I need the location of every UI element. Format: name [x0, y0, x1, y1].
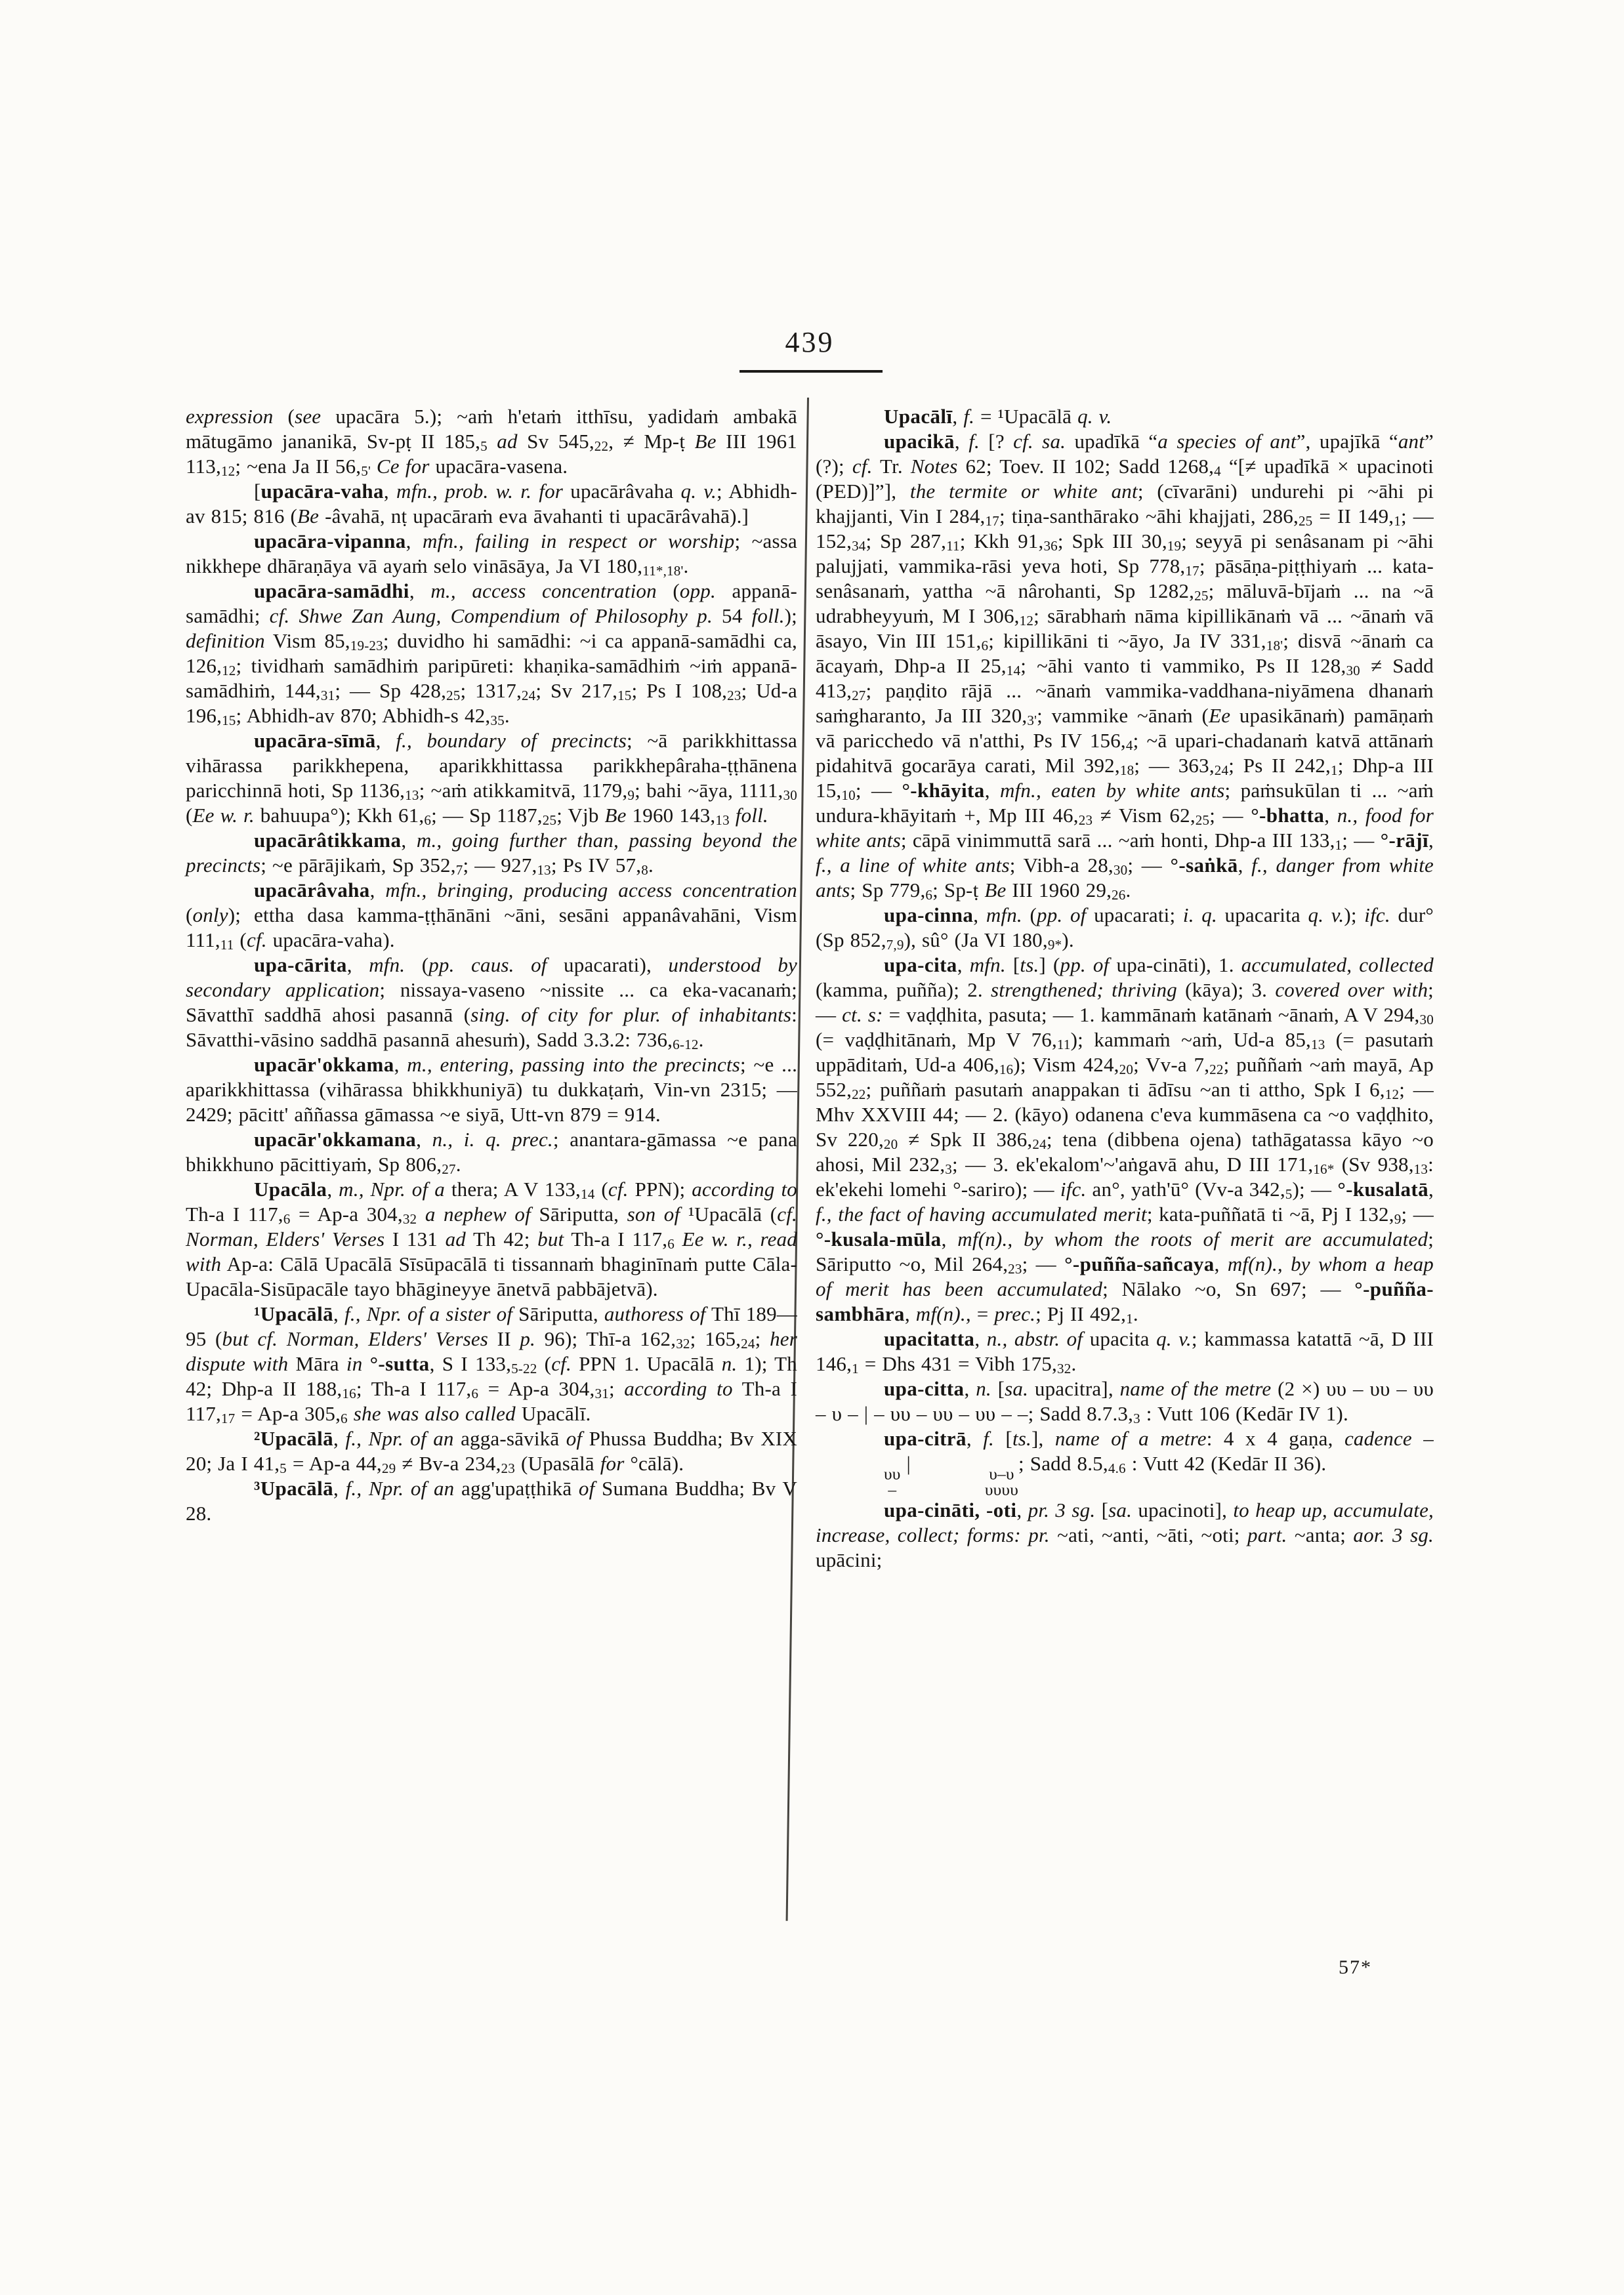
- entry-paragraph: ²Upacālā, f., Npr. of an agga-sāvikā of Phussa Buddha; Bv XIX 20; Ja I 41,5 = Ap-a 44,29 ≠ Bv-a 234,23 (Upasālā for °cālā).: [186, 1427, 797, 1476]
- entry-paragraph: upacār'okkamana, n., i. q. prec.; anantara-gāmassa ~e pana bhikkhuno pācittiyaṁ, Sp 806,27.: [186, 1128, 797, 1177]
- entry-paragraph: [upacāra-vaha, mfn., prob. w. r. for upacārâvaha q. v.; Abhidh-av 815; 816 (Be -âvahā, nṭ upacāraṁ eva āvahanti ti upacārâvahā).]: [186, 480, 797, 527]
- entry-paragraph: upacikā, f. [? cf. sa. upadīkā “a species of ant”, upajīkā “ant” (?); cf. Tr. Notes 62; Toev. II 102; Sadd 1268,4 “[≠ upadīkā × upacinoti (PED)]”], the termite or white ant; (cīvarāni) undurehi pi ~āhi pi khajjanti, Vin I 284,17; tiṇa-santhārako ~āhi khajjati, 286,25 = II 149,1; — 152,34; Sp 287,11; Kkh 91,36; Spk III 30,19; seyyā pi senâsanam pi ~āhi palujjati, vammika-rāsi yeva hoti, Sp 778,17; pāsāṇa-piṭṭhiyaṁ ... kata-senâsanaṁ, yattha ~ā nârohanti, Sp 1282,25; māluvā-bījaṁ ... na ~ā udrabheyyuṁ, M I 306,12; sārabhaṁ nāma kipillikānaṁ vā ... ~ānaṁ vā āsayo, Vin III 151,6; kipillikāni ti ~āyo, Ja IV 331,18'; disvā ~ānaṁ ca ācayaṁ, Dhp-a II 25,14; ~āhi vanto ti vammiko, Ps II 128,30 ≠ Sadd 413,27; paṇḍito rājā ... ~ānaṁ vammika-vaddhana-niyāmena dhanaṁ saṁgharanto, Ja III 320,3'; vammike ~ānaṁ (Ee upasikānaṁ) pamāṇaṁ vā paricchedo vā n'atthi, Ps IV 156,4; ~ā upari-chadanaṁ katvā attānaṁ pidahitvā gocarāya carati, Mil 392,18; — 363,24; Ps II 242,1; Dhp-a III 15,10; — °-khāyita, mfn., eaten by white ants; paṁsukūlan ti ... ~aṁ undura-khāyitaṁ +, Mp III 46,23 ≠ Vism 62,25; — °-bhatta, n., food for white ants; cāpā vinimmuttā sarā ... ~aṁ honti, Dhp-a III 133,1; — °-rājī, f., a line of white ants; Vibh-a 28,30; — °-saṅkā, f., danger from white ants; Sp 779,6; Sp-ṭ Be III 1960 29,26.: [816, 430, 1434, 903]
- entry-paragraph: upacārâvaha, mfn., bringing, producing access concentration (only); ettha dasa kamma-ṭṭhānāni ~āni, sesāni appanâvahāni, Vism 111,11 (cf. upacāra-vaha).: [186, 879, 797, 953]
- entry-paragraph: upacāra-sīmā, f., boundary of precincts; ~ā parikkhittassa vihārassa parikkhepena, aparikkhittassa parikkhepâraha-ṭṭhānena paricchinnā hoti, Sp 1136,13; ~aṁ atikkamitvā, 1179,9; bahi ~āya, 1111,30 (Ee w. r. bahuupa°); Kkh 61,6; — Sp 1187,25; Vjb Be 1960 143,13 foll.: [186, 729, 797, 828]
- entry-paragraph: upacāra-samādhi, m., access concentration (opp. appanā-samādhi; cf. Shwe Zan Aung, Compendium of Philosophy p. 54 foll.); definition Vism 85,19-23; duvidho hi samādhi: ~i ca appanā-samādhi ca, 126,12; tividhaṁ samādhiṁ paripūreti: khaṇika-samādhiṁ ~iṁ appanā-samādhiṁ, 144,31; — Sp 428,25; 1317,24; Sv 217,15; Ps I 108,23; Ud-a 196,15; Abhidh-av 870; Abhidh-s 42,35.: [186, 579, 797, 728]
- metre-notation-stack: υ–υ υυυυ: [984, 1464, 1018, 1500]
- entry-paragraph: upa-cināti, -oti, pr. 3 sg. [sa. upacinoti], to heap up, accumulate, increase, collect; forms: pr. ~ati, ~anti, ~āti, ~oti; part. ~anta; aor. 3 sg. upācini;: [816, 1499, 1434, 1572]
- signature-mark: 57*: [1339, 1956, 1372, 1978]
- entry-paragraph: Upacālī, f. = ¹Upacālā q. v.: [884, 405, 1112, 428]
- entry-paragraph: ¹Upacālā, f., Npr. of a sister of Sāriputta, authoress of Thī 189—95 (but cf. Norman, Elders' Verses II p. 96); Thī-a 162,32; 165,24; her dispute with Māra in °-sutta, S I 133,5-22 (cf. PPN 1. Upacālā n. 1); Th 42; Dhp-a II 188,16; Th-a I 117,6 = Ap-a 304,31; according to Th-a I 117,17 = Ap-a 305,6 she was also called Upacālī.: [186, 1302, 798, 1426]
- entry-continuation-paragraph: expression (see upacāra 5.); ~aṁ h'etaṁ itthīsu, yadidaṁ ambakā mātugāmo jananikā, Sv-pṭ II 185,5 ad Sv 545,22, ≠ Mp-ṭ Be III 1961 113,12; ~ena Ja II 56,5' Ce for upacāra-vasena.: [186, 405, 797, 479]
- entry-paragraph: upa-citta, n. [sa. upacitra], name of the metre (2 ×) υυ – υυ – υυ – υ – | – υυ – υυ – υυ – –; Sadd 8.7.3,3 : Vutt 106 (Kedār IV 1).: [816, 1377, 1434, 1426]
- entry-paragraph: upacitatta, n., abstr. of upacita q. v.; kammassa katattā ~ā, D III 146,1 = Dhs 431 = Vibh 175,32.: [816, 1327, 1434, 1376]
- left-column: [186, 404, 797, 1526]
- entry-paragraph: ³Upacālā, f., Npr. of an agg'upaṭṭhikā of Sumana Buddha; Bv V 28.: [186, 1477, 797, 1525]
- entry-paragraph: upacārâtikkama, m., going further than, passing beyond the precincts; ~e pārājikaṁ, Sp 352,7; — 927,13; Ps IV 57,8.: [186, 829, 797, 878]
- metre-notation-stack: υυ –: [884, 1464, 901, 1500]
- entry-paragraph: upa-citrā, f. [ts.], name of a metre: 4 x 4 gaṇa, cadence – υυ – | υ–υ υυυυ ; Sadd 8.5,4.6 : Vutt 42 (Kedār II 36).: [816, 1426, 1434, 1498]
- header-rule: [739, 370, 883, 373]
- page-number: 439: [785, 326, 835, 358]
- entry-paragraph: upacār'okkama, m., entering, passing into the precincts; ~e ... aparikkhittassa (vihārassa bhikkhuniyā) tu dukkaṭaṁ, Vin-vn 2315; — 2429; pācitt' aññassa gāmassa ~e siyā, Utt-vn 879 = 914.: [186, 1053, 798, 1126]
- entry-paragraph: Upacāla, m., Npr. of a thera; A V 133,14 (cf. PPN); according to Th-a I 117,6 = Ap-a 304,32 a nephew of Sāriputta, son of ¹Upacālā (cf. Norman, Elders' Verses I 131 ad Th 42; but Th-a I 117,6 Ee w. r., read with Ap-a: Cālā Upacālā Sīsūpacālā ti tissannaṁ bhaginīnaṁ putte Cāla-Upacāla-Sisūpacāle tayo bhāgineyye ānetvā pabbājetvā).: [186, 1178, 798, 1300]
- entry-paragraph: upa-cita, mfn. [ts.] (pp. of upa-cināti), 1. accumulated, collected (kamma, puñña); 2. strengthened; thriving (kāya); 3. covered over with; — ct. s: = vaḍḍhita, pasuta; — 1. kammānaṁ katānaṁ ~ānaṁ, A V 294,30 (= vaḍḍhitānaṁ, Mp V 76,11); kammaṁ ~aṁ, Ud-a 85,13 (= pasutaṁ uppāditaṁ, Ud-a 406,16); Vism 424,20; Vv-a 7,22; puññaṁ ~aṁ mayā, Ap 552,22; puññaṁ pasutaṁ anappakan ti ādīsu ~an ti attho, Spk I 6,12; — Mhv XXVIII 44; — 2. (kāyo) odanena c'eva kummāsena ca ~o vaḍḍhito, Sv 220,20 ≠ Spk II 386,24; tena (dibbena ojena) tathāgatassa kāyo ~o ahosi, Mil 232,3; — 3. ek'ekalom'~'aṅgavā ahu, D III 171,16* (Sv 938,13: ek'ekehi lomehi °-sariro); — ifc. an°, yath'ū° (Vv-a 342,5); — °-kusalatā, f., the fact of having accumulated merit; kata-puññatā ti ~ā, Pj I 132,9; — °-kusala-mūla, mf(n)., by whom the roots of merit are accumulated; Sāriputto ~o, Mil 264,23; — °-puñña-sañcaya, mf(n)., by whom a heap of merit has been accumulated; Nālako ~o, Sn 697; — °-puñña-sambhāra, mf(n)., = prec.; Pj II 492,1.: [816, 953, 1434, 1327]
- entry-paragraph: upacāra-vipanna, mfn., failing in respect or worship; ~assa nikkhepe dhāraṇāya vā ayaṁ selo vināsāya, Ja VI 180,11*,18'.: [186, 529, 798, 579]
- right-column: [816, 404, 1434, 1573]
- entry-paragraph: upa-cārita, mfn. (pp. caus. of upacarati), understood by secondary application; nissaya-vaseno ~nissite ... ca eka-vacanaṁ; Sāvatthī saddhā ahosi pasannā (sing. of city for plur. of inhabitants: Sāvatthi-vāsino saddhā pasannā ahesuṁ), Sadd 3.3.2: 736,6-12.: [186, 953, 797, 1052]
- entry-paragraph: upa-cinna, mfn. (pp. of upacarati; i. q. upacarita q. v.); ifc. dur° (Sp 852,7,9), sû° (Ja VI 180,9*).: [816, 903, 1434, 953]
